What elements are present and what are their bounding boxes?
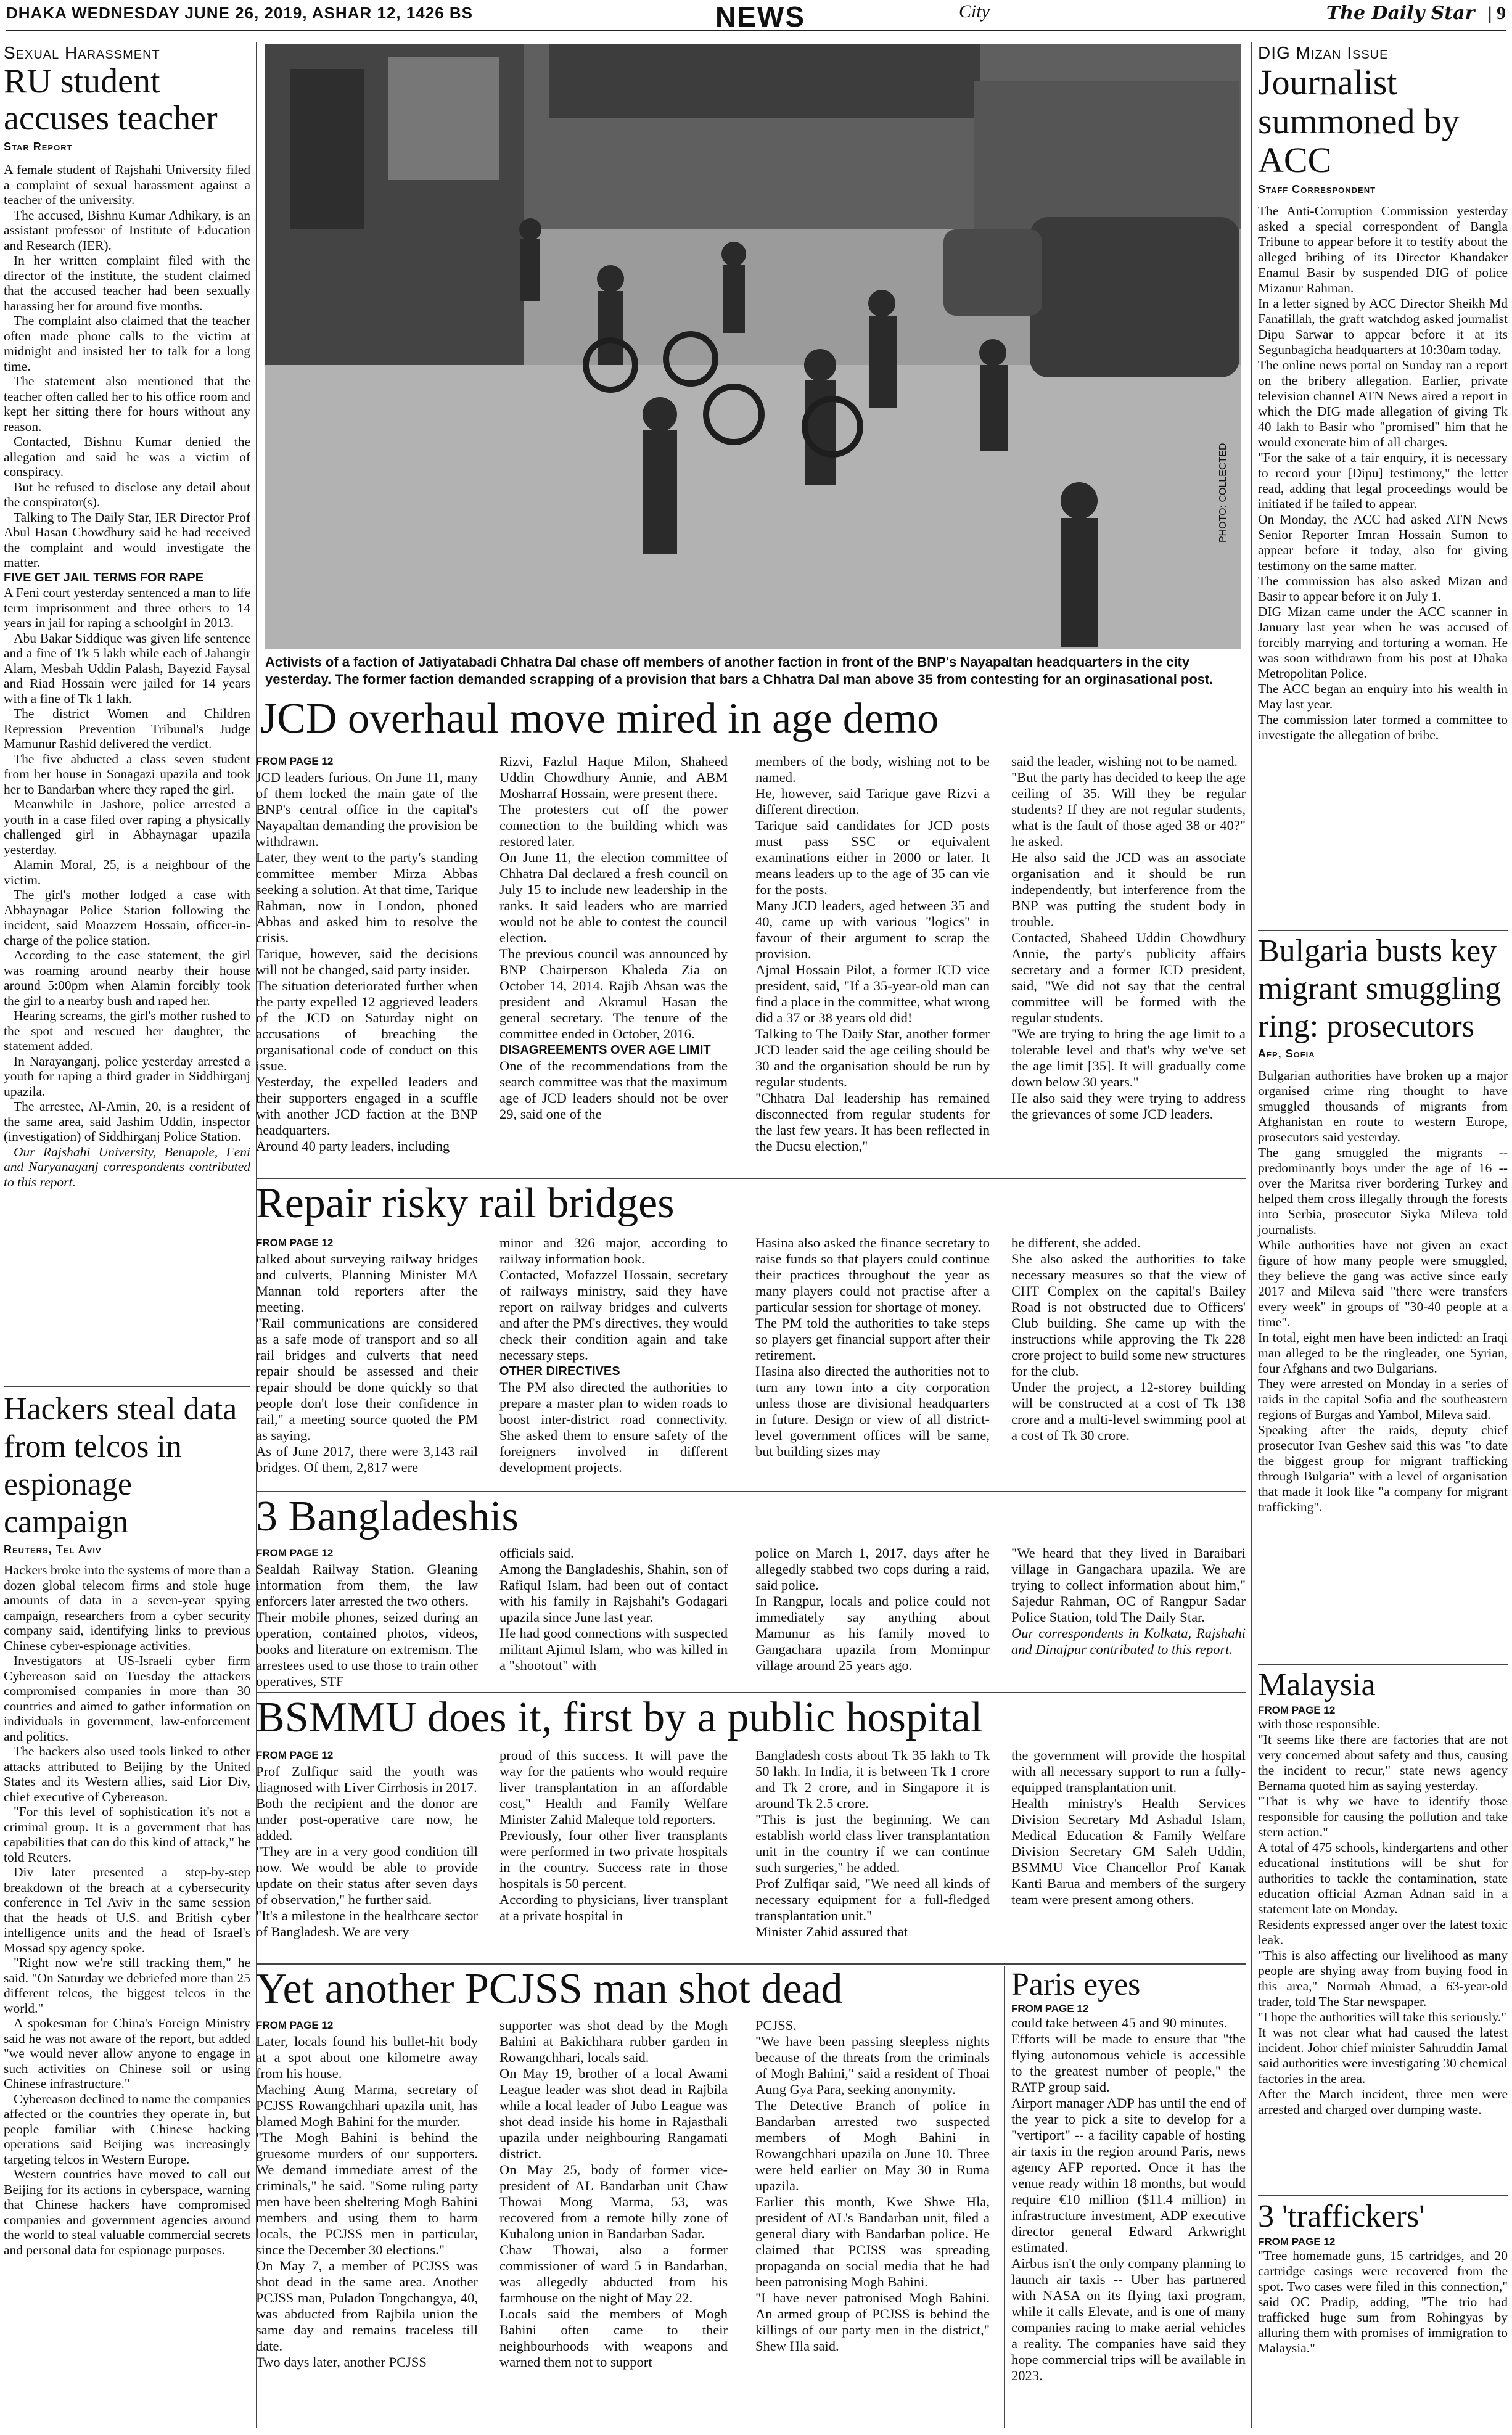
article-rail <box>256 1180 1243 1227</box>
photo-credit: PHOTO: COLLECTED <box>1218 443 1228 543</box>
paragraph: Hearing screams, the girl's mother rushed to the spot and rescued her daughter, the statement added. <box>4 1008 250 1053</box>
paragraph: minor and 326 major, according to railway information book. Contacted, Mofazzel Hossain, secretary of railways ministry, said they have report on railway bridges and culverts and after the PM's directives, they would check their condition again and take necessary steps. <box>499 1235 728 1363</box>
article-jcd-col1 <box>256 753 478 1154</box>
article-pcjss <box>256 1966 1014 2013</box>
article-headline: Journalist summoned by ACC <box>1258 62 1460 180</box>
article-malaysia <box>1258 1666 1508 2117</box>
paragraph: In her written complaint filed with the director of the institute, the student claimed that the accused teacher had been sexually harassing her for around five months. <box>4 253 250 313</box>
article-headline: RU student accuses teacher <box>4 62 218 138</box>
masthead-paper-name <box>1326 2 1506 24</box>
article-byline: Staff Correspondent <box>1258 183 1376 195</box>
article-bd3-col4 <box>1011 1545 1246 1657</box>
article-pcjss-col3 <box>755 2018 990 2354</box>
article-bsmmu-col2 <box>499 1747 728 1924</box>
paragraph: Prof Zulfiqur said the youth was diagnosed with Liver Cirrhosis in 2017. Both the recipient and the donor are under post-operative care now, he added. "They are in a very good condition till now. We would be able to provide update on their status after seven days of observation," he further said. "It's a milestone in the healthcare sector of Bangladesh. We are very <box>256 1764 478 1939</box>
paragraph: In Narayanganj, police yesterday arrested a youth for raping a third grader in Siddhirganj upazila. <box>4 1053 250 1099</box>
paragraph: Contacted, Bishnu Kumar denied the allegation and said he was a victim of conspiracy. <box>4 434 250 479</box>
from-page-tag: FROM PAGE 12 <box>1011 2003 1089 2014</box>
paragraph: A spokesman for China's Foreign Ministry said he was not aware of the report, but added "we would never allow anyone to engage in such activities on Chinese soil or using Chinese infrastructure." <box>4 2016 250 2091</box>
paragraph: could take between 45 and 90 minutes. Efforts will be made to ensure that "the flying autonomous vehicle is accessible to the greatest number of people," the RATP group said. Airport manager ADP has until the end of the year to pick a site to develop for a "vertiport" -- a facility capable of hosting air taxis in the region around Paris, news agency AFP reported. Once it has the venue ready within 18 months, but would require €10 million ($11.4 million) in infrastructure investment, ADP executive director general Edward Arkwright estimated. Airbus isn't the only company planning to launch air taxis -- Uber has partnered with NASA on its flying taxi program, while it calls Elevate, and is one of many companies racing to make aerial vehicles a reality. The companies have said they hope commercial trips will be available in 2023. <box>1011 2015 1246 2383</box>
article-headline: Repair risky rail bridges <box>256 1180 675 1227</box>
article-divider <box>1258 1664 1508 1665</box>
article-pcjss-col1 <box>256 2018 478 2370</box>
photo-illustration <box>265 44 1241 649</box>
article-bsmmu-col4 <box>1011 1747 1246 1908</box>
paragraph: "Tree homemade guns, 15 cartridges, and 20 cartridge casings were recovered from the spot. Two cases were filed in this connection," said OC Pradip, adding, "The trio had trafficked huge sum from Rohingyas by alluring them with promises of immigration to Malaysia." <box>1258 2248 1508 2355</box>
article-body <box>4 162 250 1189</box>
article-kicker: Sexual Harassment <box>4 43 160 62</box>
paragraph: "Right now we're still tracking them," he said. "On Saturday we debriefed more than 25 different telcos, the biggest telcos in the world." <box>4 1955 250 2016</box>
article-body <box>4 1562 250 2257</box>
article-acc <box>1258 43 1508 743</box>
article-byline: Star Report <box>4 141 73 153</box>
paragraph: members of the body, wishing not to be named. He, however, said Tarique gave Rizvi a different direction. Tarique said candidates for JCD posts must pass SSC or equivalent examinations either in 2000 or later. It means leaders up to the age of 35 can vie for the posts. Many JCD leaders, aged between 35 and 40, came up with various "logics" in favour of their argument to scrap the provision. Ajmal Hossain Pilot, a former JCD vice president, said, "If a 35-year-old man can find a place in the committee, what wrong did a 37 or 38 years old did! Talking to The Daily Star, another former JCD leader said the age ceiling should be 30 and the organisation should be run by regular students. "Chhatra Dal leadership has remained disconnected from regular students for the last few years. It has been reflected in the Ducsu election," <box>755 753 990 1154</box>
paragraph: "We heard that they lived in Baraibari village in Gangachara upazila. We are trying to collect information about him," Sajedur Rahman, OC of Rangpur Sadar Police Station, told The Daily Star. <box>1011 1545 1246 1625</box>
paragraph: The district Women and Children Repression Prevention Tribunal's Judge Mamunur Rashid delivered the verdict. <box>4 706 250 751</box>
paragraph: But he refused to disclose any detail about the conspirator(s). <box>4 479 250 509</box>
paragraph: The Anti-Corruption Commission yesterday asked a special correspondent of Bangla Tribune to appear before it to testify about the alleged bribing of its Director Khandaker Enamul Basir by suspended DIG of police Mizanur Rahman. In a letter signed by ACC Director Sheikh Md Fanafillah, the graft watchdog asked journalist Dipu Sarwar to appear before it at its Segunbagicha headquarters at 10:30am today. The online news portal on Sunday ran a report on the bribery allegation. Earlier, private television channel ATN News aired a report in which the DIG made allegation of giving Tk 40 lakh to Basir who "promised" him that he would exonerate him of all charges. "For the sake of a fair enquiry, it is necessary to record your [Dipu] testimony," the letter read, adding that legal proceedings would be initiated if he failed to appear. On Monday, the ACC had asked ATN News Senior Reporter Imran Hossain Sumon to appear before it today, also for giving testimony on the same matter. The commission has also asked Mizan and Basir to appear before it on July 1. DIG Mizan came under the ACC scanner in January last year when he was accused of forcibly marrying and torturing a woman. He was soon withdrawn from his post at Dhaka Metropolitan Police. The ACC began an enquiry into his wealth in May last year. The commission later formed a committee to investigate the allegation of bribe. <box>1258 203 1508 742</box>
article-rail-col3 <box>755 1235 990 1460</box>
paragraph: Investigators at US-Israeli cyber firm Cybereason said on Tuesday the attackers compromised companies in more than 30 countries and aimed to gather information on individuals in government, law-enforcement and politics. <box>4 1653 250 1744</box>
from-page-tag: FROM PAGE 12 <box>256 755 334 767</box>
paragraph: The complaint also claimed that the teacher often made phone calls to the victim at midnight and insisted her to talk for a long time. <box>4 313 250 374</box>
masthead-section-city: City <box>959 1 990 22</box>
article-headline: Hackers steal data from telcos in espionage campaign <box>4 1392 237 1540</box>
paragraph: with those responsible. "It seems like there are factories that are not very concerned about safety and thus, causing the incident to recur," state news agency Bernama quoted him as saying yesterday. "That is why we have to identify those responsible for causing the pollution and take stern action." A total of 475 schools, kindergartens and other educational institutions will be shut for authorities to tackle the contamination, state education official Azman Adnan said in a statement late on Monday. Residents expressed anger over the latest toxic leak. "This is also affecting our livelihood as many people are shying away from buying food in this area," Normah Ahmad, a 63-year-old trader, told The Star newspaper. "I hope the authorities will take this seriously." It was not clear what had caused the latest incident. Johor chief minister Sahruddin Jamal said authorities were investigating 30 chemical factories in the area. After the March incident, three men were arrested and charged over dumping waste. <box>1258 1717 1508 2117</box>
paragraph: Div later presented a step-by-step breakdown of the breach at a cybersecurity conference in Tel Aviv in the same session that the heads of U.S. and British cyber intelligence units and the head of Israel's Mossad spy agency spoke. <box>4 1865 250 1955</box>
paragraph: police on March 1, 2017, days after he allegedly stabbed two cops during a raid, said police. In Rangpur, locals and police could not immediately say anything about Mamunur as his family moved to Gangachara upazila from Mominpur village around 25 years ago. <box>755 1545 990 1673</box>
article-kicker: DIG Mizan Issue <box>1258 43 1389 62</box>
article-headline: 3 Bangladeshis <box>256 1493 519 1540</box>
article-divider <box>256 1178 1246 1179</box>
paragraph: the government will provide the hospital with all necessary support to run a fully-equipped transplantation unit. Health ministry's Health Services Division Secretary Md Ashadul Islam, Medical Education & Family Welfare Division Secretary GM Saleh Uddin, BSMMU Vice Chancellor Prof Kanak Kanti Barua and members of the surgery team were present among others. <box>1011 1747 1246 1907</box>
paragraph: Sealdah Railway Station. Gleaning information from them, the law enforcers later arrested the two others. Their mobile phones, seized during an operation, contained photos, videos, books and literature on extremism. The arrestees used to use those to train other operatives, STF <box>256 1561 478 1689</box>
from-page-tag: FROM PAGE 12 <box>256 1547 334 1559</box>
article-divider <box>256 1491 1246 1492</box>
article-jcd <box>259 696 1246 742</box>
from-page-tag: FROM PAGE 12 <box>1258 2236 1336 2248</box>
article-bsmmu-col1 <box>256 1747 478 1940</box>
masthead-dateline: DHAKA WEDNESDAY JUNE 26, 2019, ASHAR 12, 1426 BS <box>6 4 474 22</box>
paragraph: A female student of Rajshahi University filed a complaint of sexual harassment against a teacher of the university. <box>4 162 250 207</box>
subheading: OTHER DIRECTIVES <box>499 1365 620 1378</box>
paragraph: Bulgarian authorities have broken up a major organised crime ring thought to have smuggled thousands of migrants from Afghanistan en route to western Europe, prosecutors said yesterday. The gang smuggled the migrants -- predominantly boys under the age of 16 -- over the Maritsa river bordering Turkey and helped them cross illegally through the forests into Serbia, prosecutor Siyka Mileva told journalists. While authorities have not given an exact figure of how many people were smuggled, they believe the gang was active since early 2017 and Mileva said "there were transfers every week" in groups of "30-40 people at a time". In total, eight men have been indicted: an Iraqi man alleged to be the ringleader, one Syrian, four Afghans and two Bulgarians. They were arrested on Monday in a series of raids in the capital Sofia and the southeastern regions of Burgas and Yambol, Mileva said. Speaking after the raids, deputy chief prosecutor Ivan Geshev said this was "to date the biggest group for migrant trafficking through Bulgaria" with a level of organisation that made it look like "a company for migrant trafficking". <box>1258 1068 1508 1514</box>
article-divider <box>4 1386 250 1387</box>
article-bsmmu-col3 <box>755 1747 990 1940</box>
paragraph: Hackers broke into the systems of more than a dozen global telecom firms and stole huge amounts of data in a seven-year spying campaign, researchers from a cyber security company said, identifying links to previous Chinese cyber-espionage activities. <box>4 1562 250 1653</box>
subheading: FIVE GET JAIL TERMS FOR RAPE <box>4 570 204 585</box>
paragraph: be different, she added. She also asked the authorities to take necessary measures so that the view of CHT Complex on the capital's Bailey Road is not obstructed due to Officers' Club building. She came up with the instructions while approving the Tk 228 crore project to build some new structures for the club. Under the project, a 12-storey building will be constructed at a cost of Tk 138 crore and a multi-level swimming pool at a cost of Tk 30 crore. <box>1011 1235 1246 1443</box>
article-headline: Paris eyes <box>1011 1967 1141 2002</box>
paragraph: Meanwhile in Jashore, police arrested a youth in a case filed over raping a physically challenged girl in Abhaynagar upazila yesterday. <box>4 797 250 857</box>
subheading: DISAGREEMENTS OVER AGE LIMIT <box>499 1043 711 1057</box>
article-byline: Reuters, Tel Aviv <box>4 1543 102 1556</box>
paragraph: Bangladesh costs about Tk 35 lakh to Tk 50 lakh. In India, it is between Tk 1 crore and Tk 2 crore, and in Singapore it is around Tk 2.5 crore. "This is just the beginning. We can establish world class liver transplantation unit in the country if we can continue such surgeries," he added. Prof Zulfiqar said, "We need all kinds of necessary equipment for a full-fledged transplantation unit." Minister Zahid assured that <box>755 1747 990 1939</box>
article-headline: 3 'traffickers' <box>1258 2199 1425 2234</box>
article-bd3-col3 <box>755 1545 990 1673</box>
contributor-note: Our Rajshahi University, Benapole, Feni and Naryanaganj correspondents contributed to this report. <box>4 1144 250 1189</box>
article-bulgaria <box>1258 932 1508 1515</box>
paragraph: The hackers also used tools linked to other attacks attributed to Beijing by the United States and its Western allies, said Lior Div, chief executive of Cybereason. <box>4 1744 250 1804</box>
contributor-note: Our correspondents in Kolkata, Rajshahi and Dinajpur contributed to this report. <box>1011 1625 1246 1657</box>
page-number: | 9 <box>1487 3 1506 23</box>
article-rail-col1 <box>256 1235 478 1476</box>
article-divider <box>1258 2195 1508 2196</box>
article-headline: Yet another PCJSS man shot dead <box>256 1965 843 2013</box>
news-photo <box>265 44 1241 649</box>
article-divider <box>256 1692 1246 1693</box>
paragraph: officials said. Among the Bangladeshis, Shahin, son of Rafiqul Islam, had been out of contact with his family in Rajshahi's Godagari upazila since June last year. He had good connections with suspected militant Ajimul Islam, who was killed in a "shootout" with <box>499 1545 728 1673</box>
from-page-tag: FROM PAGE 12 <box>256 2019 334 2031</box>
article-ru-student <box>4 43 250 1189</box>
paragraph: Cybereason declined to name the companies affected or the countries they operate in, but people familiar with Chinese hacking operations said Beijing was increasingly targeting telcos in Western Europe. <box>4 2091 250 2167</box>
paragraph: Alamin Moral, 25, is a neighbour of the victim. <box>4 857 250 887</box>
paragraph: supporter was shot dead by the Mogh Bahini at Bakichhara rubber garden in Rowangchhari, locals said. On May 19, brother of a local Awami League leader was shot dead in Rajbila while a local leader of Jubo League was shot dead inside his home in Rajasthali upazila under neighbouring Rangamati district. On May 25, body of former vice-president of AL Bandarban unit Chaw Thowai Mong Marma, 53, was recovered from a remote hilly zone of Kuhalong union in Bandarban Sadar. Chaw Thowai, also a former commissioner of ward 5 in Bandarban, was allegedly abducted from his farmhouse on the night of May 22. Locals said the members of Mogh Bahini often came to their neighbourhoods with weapons and warned them not to support <box>499 2018 728 2370</box>
paragraph: talked about surveying railway bridges and culverts, Planning Minister MA Mannan told reporters after the meeting. "Rail communications are considered as a safe mode of transport and so all rail bridges and culverts that need repair should be assessed and their repair should be done quickly so that people don't lose their confidence in rail," a meeting source quoted the PM as saying. As of June 2017, there were 3,143 rail bridges. Of them, 2,817 were <box>256 1251 478 1475</box>
paper-logo: The Daily Star <box>1326 2 1475 24</box>
from-page-tag: FROM PAGE 12 <box>1258 1704 1336 1716</box>
paragraph: PCJSS. "We have been passing sleepless nights because of the threats from the criminals of Mogh Bahini," said a resident of Thoai Aung Gya Para, seeking anonymity. The Detective Branch of police in Bandarban arrested two suspected members of Mogh Bahini in Rowangchhari upazila on June 10. Three were held earlier on May 30 in Ruma upazila. Earlier this month, Kwe Shwe Hla, president of AL's Bandarban unit, filed a general diary with Bandarban police. He claimed that PCJSS was spreading propaganda on social media that he had been patronising Mogh Bahini. "I have never patronised Mogh Bahini. An armed group of PCJSS is behind the killings of our party men in the district," Shew Hla said. <box>755 2018 990 2354</box>
paragraph: Talking to The Daily Star, IER Director Prof Abul Hasan Chowdhury said he had received the complaint and would investigate the matter. <box>4 509 250 570</box>
article-jcd-col4 <box>1011 753 1246 1122</box>
article-bd3-col2 <box>499 1545 728 1673</box>
article-hackers <box>4 1390 250 2257</box>
article-headline: BSMMU does it, first by a public hospital <box>256 1694 983 1741</box>
masthead-section-news: NEWS <box>715 1 805 33</box>
from-page-tag: FROM PAGE 12 <box>256 1749 334 1761</box>
article-rail-col2 <box>499 1235 728 1476</box>
from-page-tag: FROM PAGE 12 <box>256 1237 334 1249</box>
article-bsmmu <box>256 1694 1243 1741</box>
paragraph: Western countries have moved to call out Beijing for its actions in cyberspace, warning that Chinese hackers have compromised companies and government agencies around the world to steal valuable commercial secrets and personal data for espionage purposes. <box>4 2167 250 2257</box>
article-jcd-col2 <box>499 753 728 1122</box>
paragraph: Abu Bakar Siddique was given life sentence and a fine of Tk 5 lakh while each of Jahangir Alam, Mesbah Uddin Palash, Bayezid Faysal and Riad Hossain were jailed for 14 years with a fine of Tk 1 lakh. <box>4 630 250 706</box>
article-headline: Malaysia <box>1258 1667 1376 1702</box>
paragraph: proud of this success. It will pave the way for the patients who would require liver transplantation in an affordable cost," Health and Family Welfare Minister Zahid Maleque told reporters. Previously, four other liver transplants were performed in two private hospitals in the country. Success rate in those hospitals is 50 percent. According to physicians, liver transplant at a private hospital in <box>499 1747 728 1923</box>
article-headline: Bulgaria busts key migrant smuggling ring: prosecutors <box>1258 934 1502 1044</box>
paragraph: JCD leaders furious. On June 11, many of them locked the main gate of the BNP's central office in the capital's Nayapaltan demanding the provision be withdrawn. Later, they went to the party's standing committee member Mirza Abbas seeking a solution. At that time, Tarique Rahman, now in London, phoned Abbas and asked him to resolve the crisis. Tarique, however, said the decisions will not be changed, said party insider. The situation deteriorated further when the party expelled 12 aggrieved leaders of the JCD on Saturday night on accusations of breaching the organisational code of conduct on this issue. Yesterday, the expelled leaders and their supporters engaged in a scuffle with another JCD faction at the BNP headquarters. Around 40 party leaders, including <box>256 770 478 1154</box>
paragraph: The accused, Bishnu Kumar Adhikary, is an assistant professor of Institute of Education and Research (IER). <box>4 207 250 253</box>
article-byline: Afp, Sofia <box>1258 1048 1315 1060</box>
paragraph: According to the case statement, the girl was roaming around nearby their house around 5:00pm when Alamin forcibly took the girl to a nearby bush and raped her. <box>4 948 250 1008</box>
paragraph: The five abducted a class seven student from her house in Sonagazi upazila and took her to Bandarban where they raped the girl. <box>4 751 250 797</box>
paragraph: A Feni court yesterday sentenced a man to life term imprisonment and three others to 14 years in jail for raping a schoolgirl in 2013. <box>4 585 250 630</box>
article-paris <box>1011 1967 1246 2384</box>
paragraph: The arrestee, Al-Amin, 20, is a resident of the same area, said Jashim Uddin, inspector (investigation) of Siddhirganj Police Station. <box>4 1099 250 1144</box>
article-pcjss-col2 <box>499 2018 728 2370</box>
paragraph: One of the recommendations from the search committee was that the maximum age of JCD leaders should not be over 29, said one of the <box>499 1058 728 1122</box>
article-rail-col4 <box>1011 1235 1246 1443</box>
article-jcd-col3 <box>755 753 990 1154</box>
column-rule <box>1004 1966 1005 2428</box>
article-headline: JCD overhaul move mired in age demo <box>260 695 939 742</box>
article-divider <box>256 1963 1246 1965</box>
article-divider <box>1258 930 1508 931</box>
paragraph: The girl's mother lodged a case with Abhaynagar Police Station following the incident, said Moazzem Hossain, officer-in-charge of the police station. <box>4 887 250 948</box>
paragraph: The PM also directed the authorities to prepare a master plan to widen roads to boost inter-district road connectivity. She asked them to ensure safety of the foreigners involved in different development projects. <box>499 1379 728 1475</box>
column-rule <box>1251 42 1252 2428</box>
photo-caption: Activists of a faction of Jatiyatabadi Chhatra Dal chase off members of another faction in front of the BNP's Nayapaltan headquarters in the city yesterday. The former faction demanded scrapping of a provision that bars a Chhatra Dal man above 35 from contesting for an orginasational post. <box>265 654 1214 687</box>
paragraph: Hasina also asked the finance secretary to raise funds so that players could continue their practices throughout the year as many players could not practise after a particular session for shortage of money. The PM told the authorities to take steps so players get financial support after their retirement. Hasina also directed the authorities not to turn any town into a city corporation unless those are divisional headquarters in future. Design or view of all district-level government offices will be same, but building sizes may <box>755 1235 990 1459</box>
paragraph: Rizvi, Fazlul Haque Milon, Shaheed Uddin Chowdhury Annie, and ABM Mosharraf Hossain, were present there. The protesters cut off the power connection to the building which was restored later. On June 11, the election committee of Chhatra Dal declared a fresh council on July 15 to include new leadership in the ranks. It said leaders who are married would not be able to contest the council election. The previous council was announced by BNP Chairperson Khaleda Zia on October 14, 2014. Rajib Ahsan was the president and Akramul Hasan the general secretary. The tenure of the committee ended in October, 2016. <box>499 753 728 1041</box>
paragraph: said the leader, wishing not to be named. "But the party has decided to keep the age ceiling of 35. Will they be regular students? If they are not regular students, what is the fault of those aged 38 or 40?" he asked. He also said the JCD was an associate organisation and it should be run independently, but interference from the BNP was putting the student body in trouble. Contacted, Shaheed Uddin Chowdhury Annie, the party's publicity affairs secretary and a former JCD president, said, "We did not say that the central committee will be formed with the regular students. "We are trying to bring the age limit to a tolerable level and that's why we've set the age limit [35]. It will gradually come down below 30 years." He also said they were trying to address the grievances of some JCD leaders. <box>1011 753 1246 1122</box>
paragraph: Later, locals found his bullet-hit body at a spot about one kilometre away from his house. Maching Aung Marma, secretary of PCJSS Rowangchhari upazila unit, has blamed Mogh Bahini for the murder. "The Mogh Bahini is behind the gruesome murders of our supporters. We demand immediate arrest of the criminals," he said. "Some ruling party men have been sheltering Mogh Bahini members and using them to harm locals, the PCJSS men in particular, since the December 30 elections." On May 7, a member of PCJSS was shot dead in the same area. Another PCJSS man, Puladon Tongchangya, 40, was abducted from Rajbila union the same day and remains traceless till date. Two days later, another PCJSS <box>256 2034 478 2370</box>
masthead <box>6 0 1506 31</box>
article-bd3-col1 <box>256 1545 478 1690</box>
paragraph: The statement also mentioned that the teacher often called her to his office room and kept her sitting there for hours without any reason. <box>4 374 250 434</box>
article-3-bangladeshis <box>256 1493 1243 1540</box>
paragraph: "For this level of sophistication it's not a criminal group. It is a government that has capabilities that can do this kind of attack," he told Reuters. <box>4 1804 250 1865</box>
article-traffickers <box>1258 2198 1508 2356</box>
